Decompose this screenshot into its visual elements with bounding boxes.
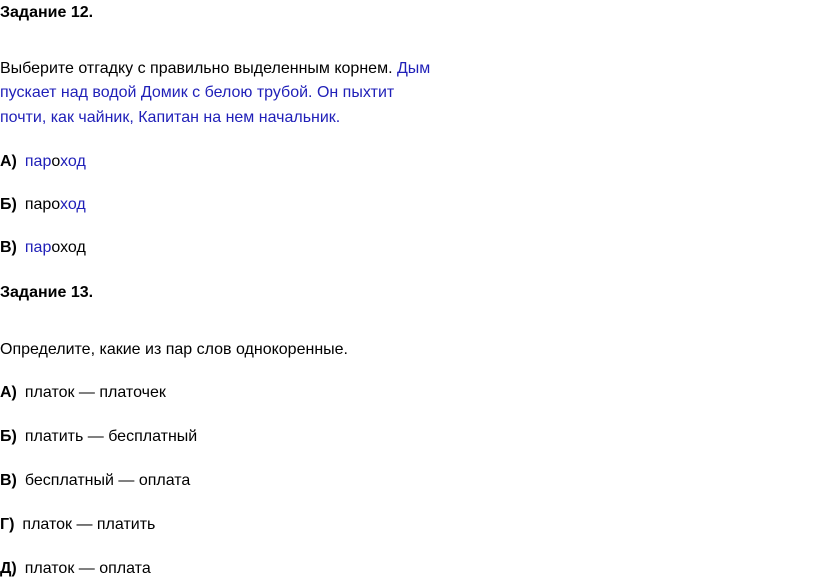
option-text: платок — платить <box>22 516 156 533</box>
option-label: А) <box>0 153 17 170</box>
task12-option-a <box>0 152 86 172</box>
task12-title: Задание 12. <box>0 4 94 21</box>
option-text: платить — бесплатный <box>24 428 198 445</box>
task12-question: Выберите отгадку с правильно выделенным корнем. <box>0 60 393 77</box>
option-label: Б) <box>0 428 17 445</box>
task13-option-a <box>0 383 166 403</box>
task12-option-c <box>0 238 86 258</box>
option-label: Д) <box>0 560 17 577</box>
task13-question: Определите, какие из пар слов однокоренные. <box>0 341 348 358</box>
word-part: о <box>51 153 61 170</box>
option-text: платок — оплата <box>24 560 151 577</box>
riddle-part2: пускает над водой Домик с белою трубой. Он пыхтит <box>0 84 395 101</box>
word-part: оход <box>51 239 86 256</box>
option-label: Б) <box>0 196 17 213</box>
root-highlight: ход <box>60 153 86 170</box>
root-highlight: ход <box>60 196 86 213</box>
task12-question-line1 <box>0 59 430 79</box>
task13-option-e <box>0 559 151 579</box>
task13-option-b <box>0 427 197 447</box>
task13-option-c <box>0 471 190 491</box>
option-text: бесплатный — оплата <box>24 472 191 489</box>
option-text: платок — платочек <box>24 384 166 401</box>
root-highlight: пар <box>24 153 52 170</box>
option-label: А) <box>0 384 17 401</box>
word-part: паро <box>24 196 61 213</box>
riddle-part1: Дым <box>396 60 431 77</box>
option-label: В) <box>0 472 17 489</box>
task13-title: Задание 13. <box>0 284 94 301</box>
option-label: Г) <box>0 516 15 533</box>
riddle-part3: почти, как чайник, Капитан на нем начальник. <box>0 109 341 126</box>
root-highlight: пар <box>24 239 52 256</box>
task12-option-b <box>0 195 86 215</box>
task13-option-d <box>0 515 155 535</box>
option-label: В) <box>0 239 17 256</box>
